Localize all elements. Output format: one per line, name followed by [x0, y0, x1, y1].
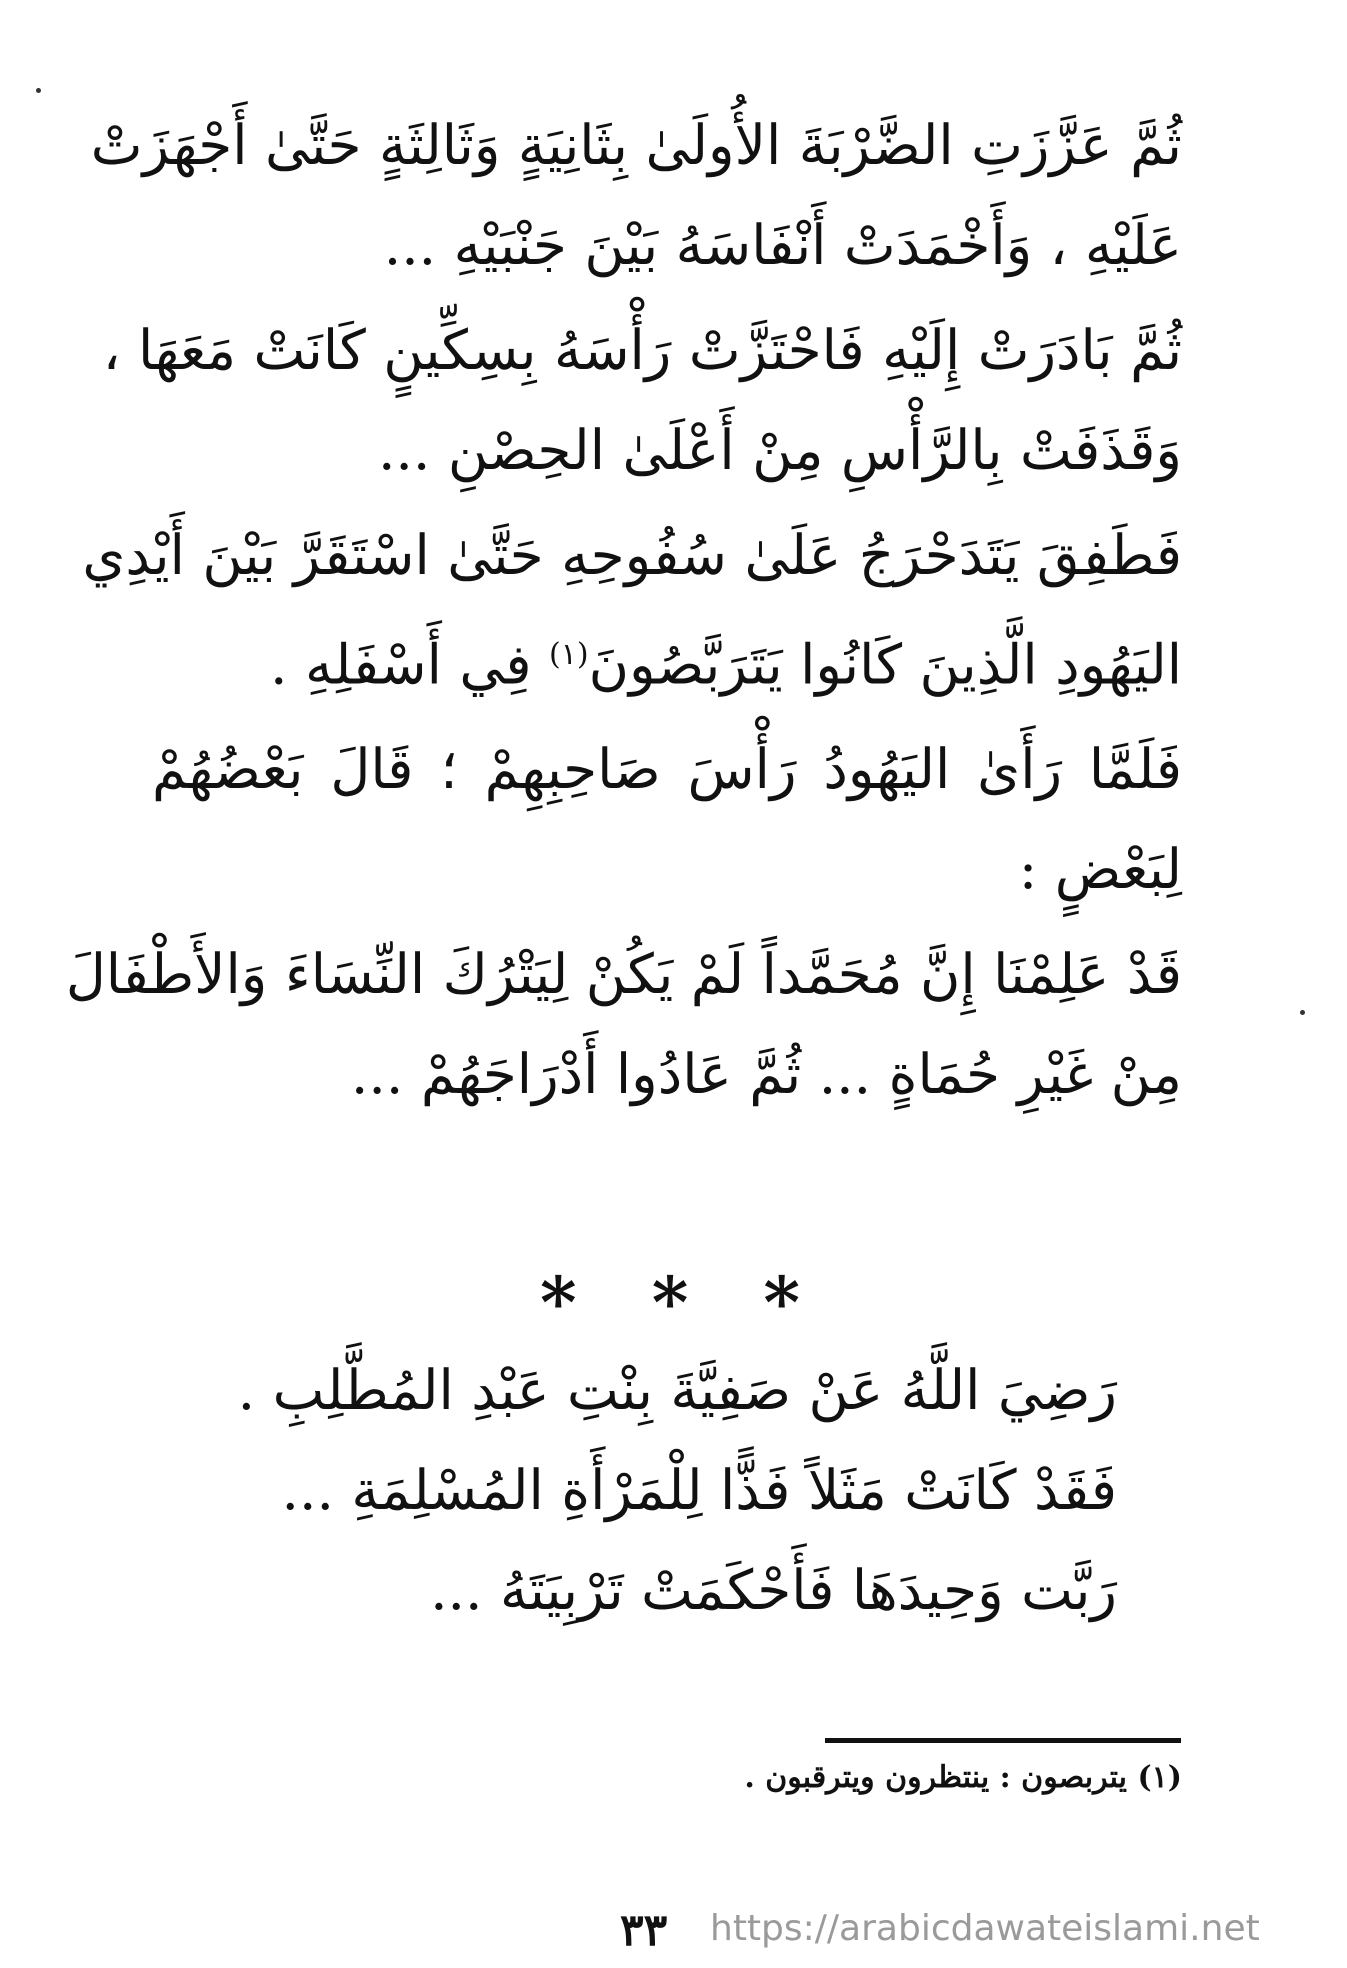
body-line-text: اليَهُودِ الَّذِينَ كَانُوا يَتَرَبَّصُونَ [588, 632, 1182, 697]
footnote-reference: (١) [549, 637, 589, 672]
body-line: فَطَفِقَ يَتَدَحْرَجُ عَلَىٰ سُفُوحِهِ حَتَّىٰ اسْتَقَرَّ بَيْنَ أَيْدِي [82, 523, 1182, 587]
separator-asterisk: * [763, 1261, 800, 1344]
closing-line: فَقَدْ كَانَتْ مَثَلاً فَذًّا لِلْمَرْأَةِ المُسْلِمَةِ ... [281, 1458, 1117, 1522]
body-line: وَقَذَفَتْ بِالرَّأْسِ مِنْ أَعْلَىٰ الحِصْنِ ... [377, 418, 1182, 482]
footnote-divider [825, 1738, 1181, 1743]
body-line: عَلَيْهِ ، وَأَخْمَدَتْ أَنْفَاسَهُ بَيْنَ جَنْبَيْهِ ... [383, 213, 1182, 277]
separator-asterisk: * [540, 1261, 577, 1344]
body-line [152, 605, 1182, 714]
body-line-text: فِي أَسْفَلِهِ . [270, 632, 549, 697]
body-line: قَدْ عَلِمْنَا إِنَّ مُحَمَّداً لَمْ يَكُنْ لِيَتْرُكَ النِّسَاءَ وَالأَطْفَالَ [65, 942, 1182, 1007]
page-number: ٣٣ [620, 1905, 668, 1956]
body-line: مِنْ غَيْرِ حُمَاةٍ ... ثُمَّ عَادُوا أَدْرَاجَهُمْ ... [350, 1042, 1182, 1107]
body-line: ثُمَّ عَزَّزَتِ الضَّرْبَةَ الأُولَىٰ بِثَانِيَةٍ وَثَالِثَةٍ حَتَّىٰ أَجْهَزَتْ [90, 113, 1182, 177]
closing-line: رَبَّت وَحِيدَهَا فَأَحْكَمَتْ تَرْبِيَتَهُ ... [430, 1558, 1117, 1622]
closing-line: رَضِيَ اللَّهُ عَنْ صَفِيَّةَ بِنْتِ عَبْدِ المُطَّلِبِ . [237, 1358, 1117, 1422]
footnote: (١) يتربصون : ينتظرون ويترقبون . [744, 1760, 1182, 1795]
body-line: فَلَمَّا رَأَىٰ اليَهُودُ رَأْسَ صَاحِبِهِمْ ؛ قَالَ بَعْضُهُمْ [152, 737, 1182, 802]
separator-asterisk: * [651, 1261, 689, 1344]
body-text [65, 95, 1182, 1124]
body-line: ثُمَّ بَادَرَتْ إِلَيْهِ فَاحْتَزَّتْ رَأْسَهُ بِسِكِّينٍ كَانَتْ مَعَهَا ، [102, 318, 1182, 382]
scan-speck [36, 88, 41, 93]
closing-text [217, 1340, 1117, 1640]
scan-speck [1300, 1010, 1305, 1015]
watermark-url: https://arabicdawateislami.net [710, 1908, 1260, 1949]
body-line: لِبَعْضٍ : [1018, 837, 1182, 902]
section-separator [540, 1261, 800, 1344]
